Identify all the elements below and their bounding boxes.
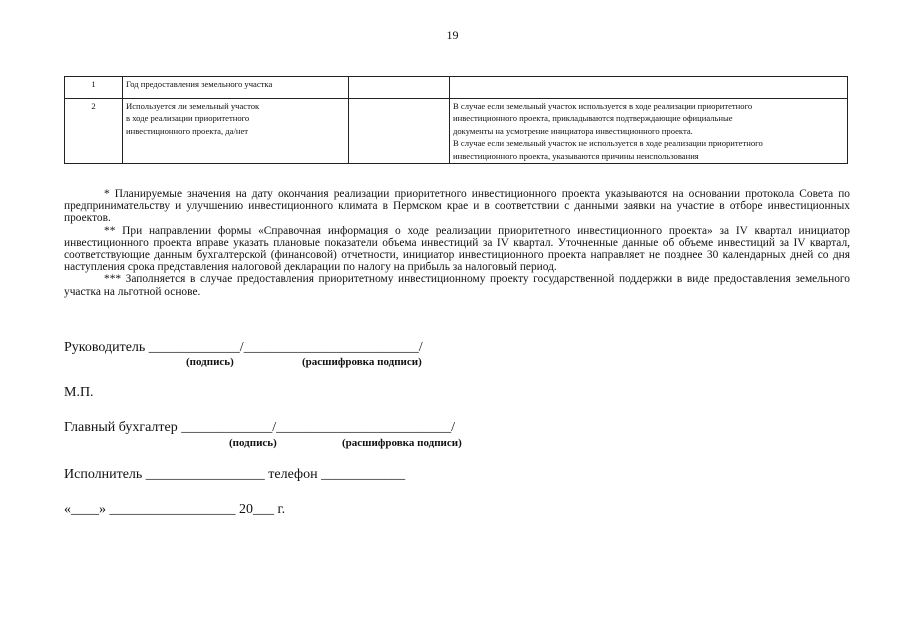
footnotes xyxy=(64,188,850,298)
head-decode-caption: (расшифровка подписи) xyxy=(302,356,422,368)
executor-line: Исполнитель _________________ телефон ____________ xyxy=(64,467,406,482)
row-name-line: Используется ли земельный участок xyxy=(126,101,260,111)
row-name-line: инвестиционного проекта, да/нет xyxy=(126,125,249,136)
date-line: «____» __________________ 20___ г. xyxy=(64,502,286,517)
row-note-line: В случае если земельный участок используется в ходе реализации приоритетного xyxy=(453,101,753,111)
head-signature-caption: (подпись) xyxy=(186,356,234,368)
row-name-line: Год предоставления земельного участка xyxy=(126,79,273,89)
row-name-line: в ходе реализации приоритетного xyxy=(126,113,250,124)
row-number: 1 xyxy=(65,77,123,99)
accountant-signature-line: Главный бухгалтер _____________/_________________________/ xyxy=(64,420,456,435)
row-name xyxy=(123,99,349,164)
row-value-cell xyxy=(349,99,450,164)
row-number: 2 xyxy=(65,99,123,164)
footnote: *** Заполняется в случае предоставления приоритетному инвестиционному проекту государственной поддержки в виде предоставления земельного участка на льготной основе. xyxy=(64,273,850,298)
footnote: * Планируемые значения на дату окончания реализации приоритетного инвестиционного проекта указываются на основании протокола Совета по предпринимательству и улучшению инвестиционного климата в Пермском крае и в соответствии с данными заявки на участие в отборе инвестиционных проектов. xyxy=(64,188,850,225)
row-note-line: В случае если земельный участок не используется в ходе реализации приоритетного xyxy=(453,138,763,149)
row-note-line: инвестиционного проекта, указываются причины неиспользования xyxy=(453,150,699,161)
row-note-line: документы на усмотрение инициатора инвестиционного проекта. xyxy=(453,125,693,136)
row-note-line: инвестиционного проекта, прикладываются подтверждающие официальные xyxy=(453,113,733,124)
land-plot-table xyxy=(64,76,848,164)
accountant-decode-caption: (расшифровка подписи) xyxy=(342,437,462,449)
row-value-cell xyxy=(349,77,450,99)
row-name xyxy=(123,77,349,99)
table-row xyxy=(65,99,848,164)
head-signature-line: Руководитель _____________/_________________________/ xyxy=(64,340,423,355)
row-note-cell xyxy=(450,77,848,99)
stamp-label: М.П. xyxy=(64,385,94,400)
accountant-signature-caption: (подпись) xyxy=(229,437,277,449)
page-number: 19 xyxy=(446,28,459,42)
footnote: ** При направлении формы «Справочная информация о ходе реализации приоритетного инвестиционного проекта» за IV квартал инициатор инвестиционного проекта вправе указать плановые показатели объема инвестиций за IV квартал. Уточненные данные об объеме инвестиций за IV квартал, соответствующие данным бухгалтерской (финансовой) отчетности, инициатор инвестиционного проекта направляет не позднее 30 календарных дней со дня наступления срока представления налоговой декларации по налогу на прибыль за налоговый период. xyxy=(64,224,850,274)
table-row xyxy=(65,77,848,99)
row-note xyxy=(450,99,848,164)
